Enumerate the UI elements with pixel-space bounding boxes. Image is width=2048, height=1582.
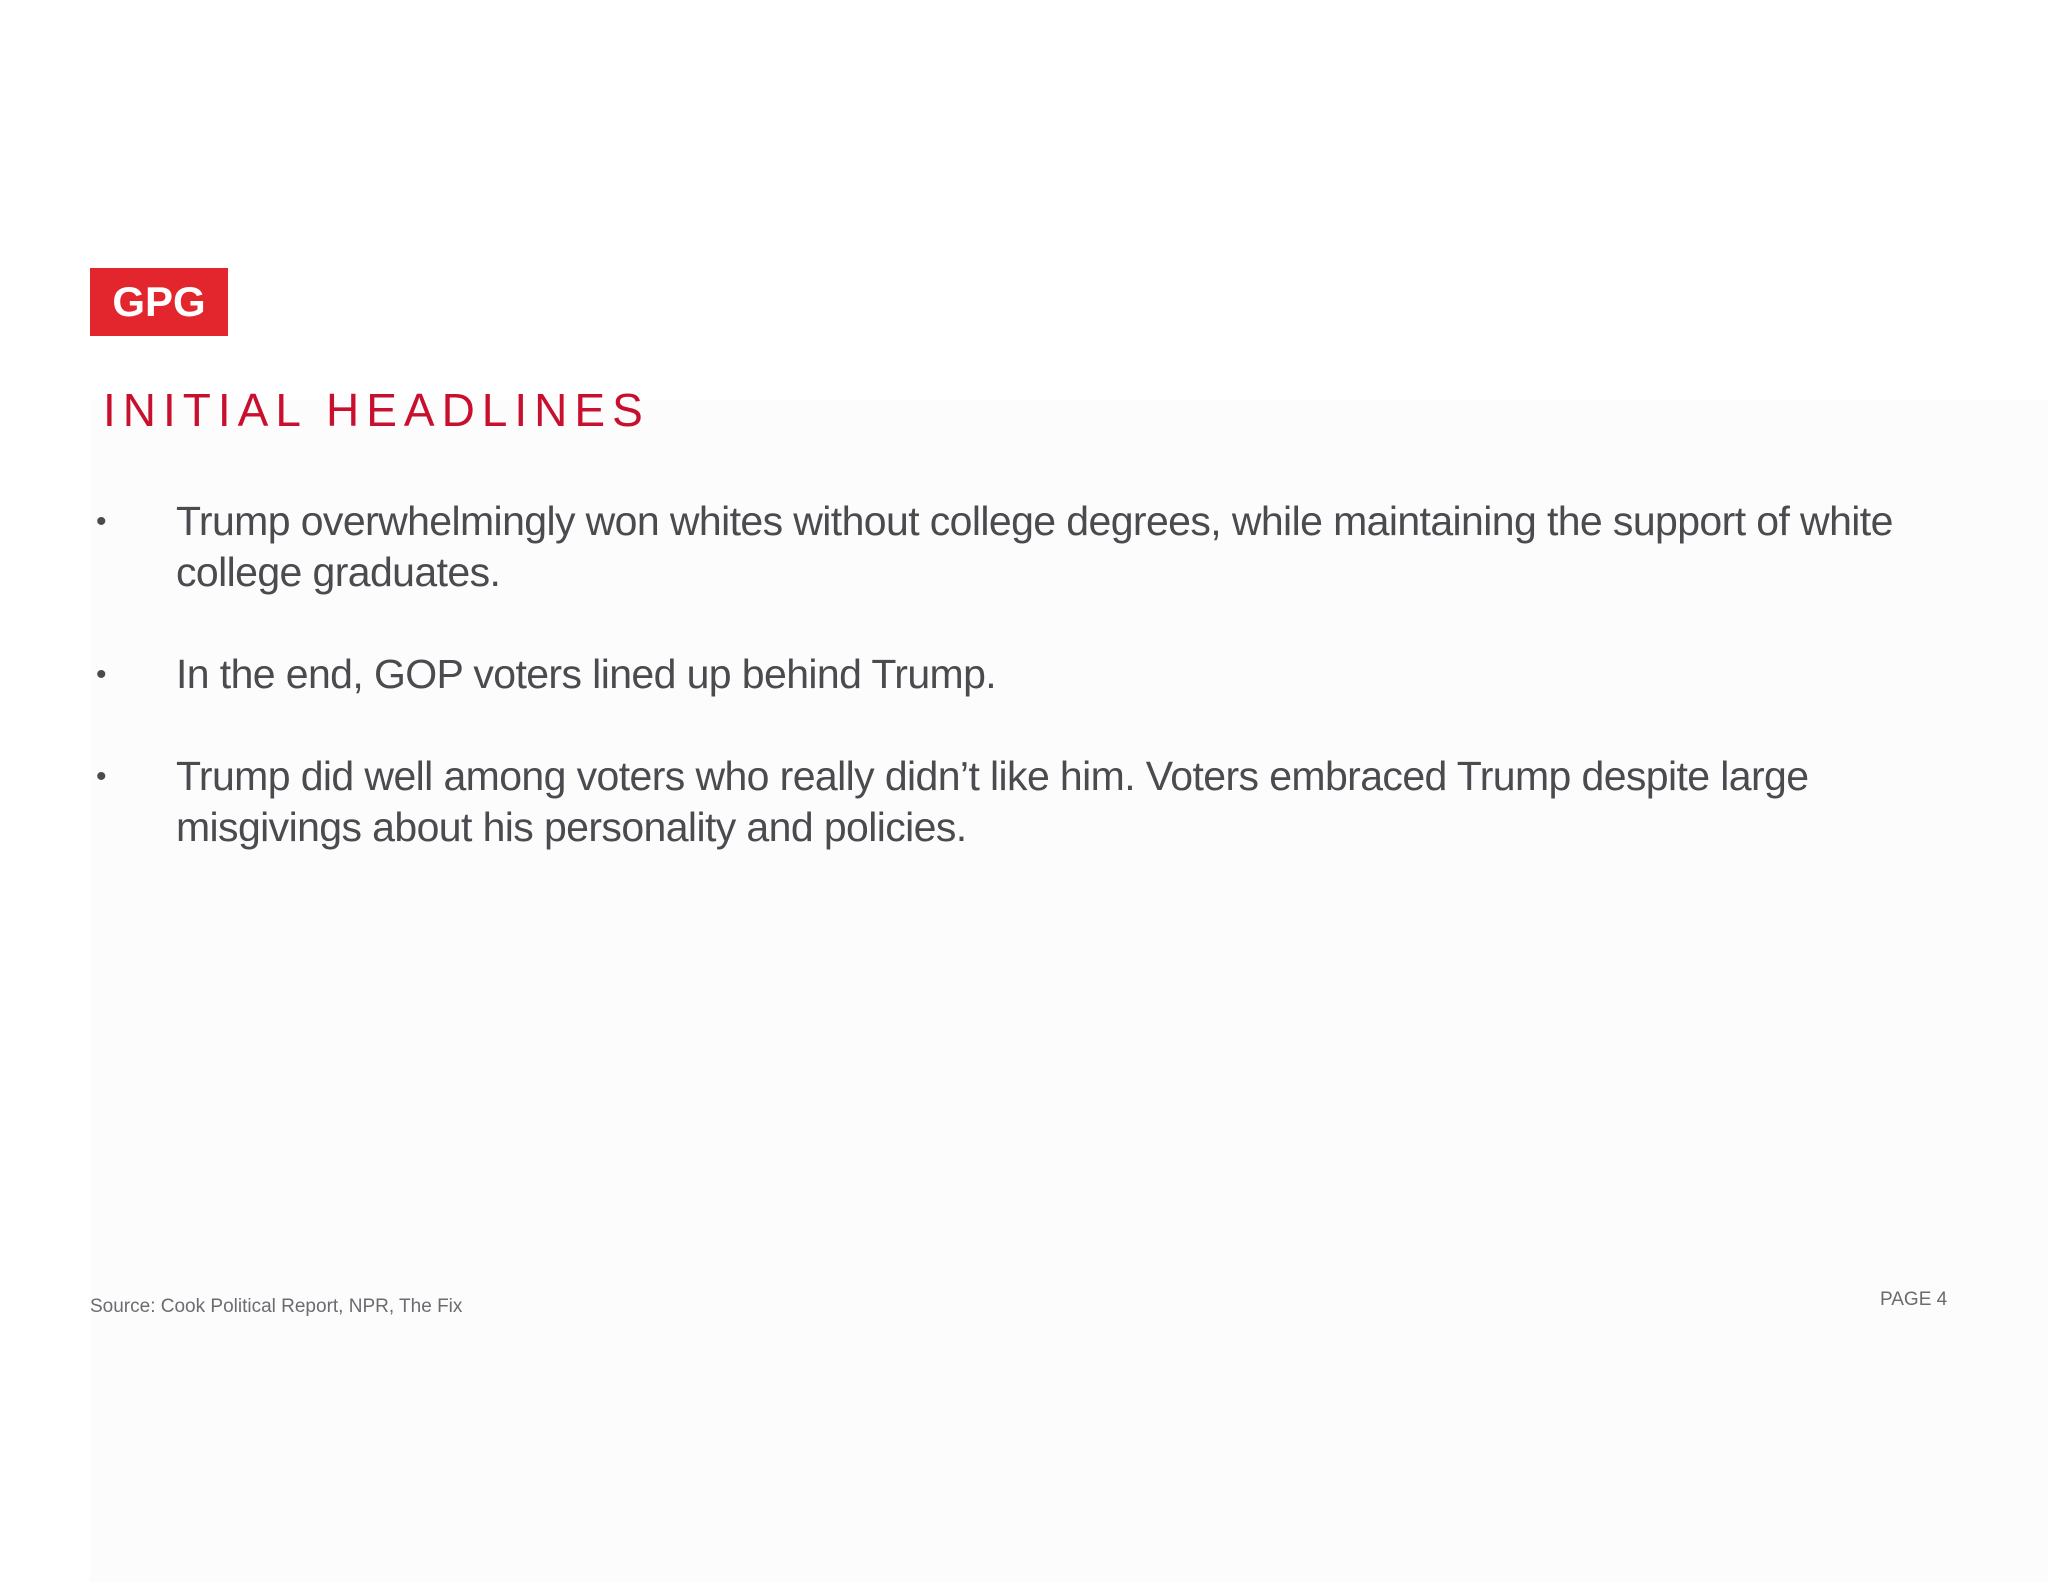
bullet-list — [96, 496, 1976, 904]
bullet-item — [96, 496, 1976, 598]
gpg-logo — [90, 268, 228, 336]
bullet-item — [96, 649, 1976, 700]
bullet-text: In the end, GOP voters lined up behind Trump. — [176, 651, 997, 697]
slide-title: INITIAL HEADLINES — [103, 384, 650, 436]
logo-text: GPG — [112, 278, 206, 325]
page-number: PAGE 4 — [1880, 1289, 1948, 1310]
bullet-dot-icon: • — [96, 760, 107, 793]
bullet-item — [96, 751, 1976, 853]
bullet-dot-icon: • — [96, 505, 107, 538]
bullet-dot-icon: • — [96, 658, 107, 691]
source-note: Source: Cook Political Report, NPR, The Fix — [90, 1296, 463, 1317]
bullet-text: Trump did well among voters who really didn’t like him. Voters embraced Trump despite large misgivings about his personality and policies. — [176, 753, 1809, 850]
bullet-text: Trump overwhelmingly won whites without college degrees, while maintaining the support of white college graduates. — [176, 498, 1893, 595]
